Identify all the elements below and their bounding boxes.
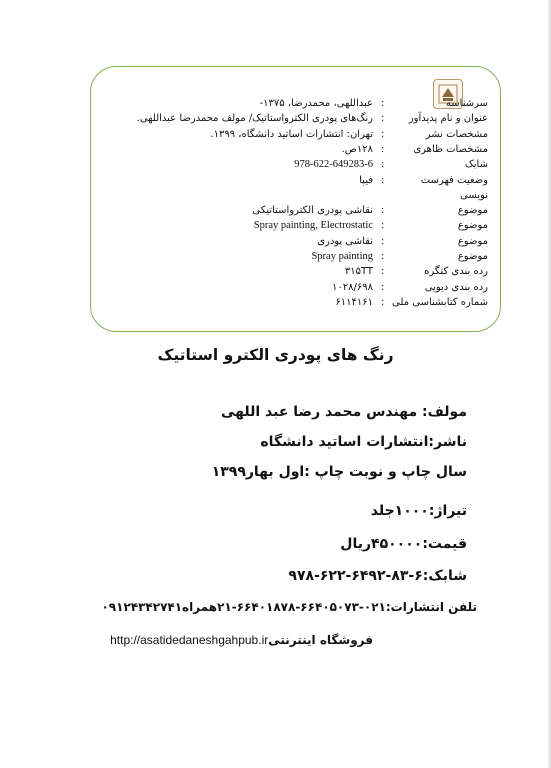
- edition-line: سال چاپ و نوبت چاپ :اول بهار۱۳۹۹: [211, 464, 467, 480]
- website-label: فروشگاه اینترنتی: [268, 633, 373, 647]
- catalog-colon: :: [381, 296, 385, 308]
- catalog-row: [0, 173, 551, 188]
- catalog-colon: :: [381, 143, 385, 155]
- catalog-colon: :: [381, 220, 385, 232]
- catalog-row: [0, 188, 551, 203]
- catalog-row: [0, 96, 551, 111]
- catalog-row: [0, 111, 551, 126]
- catalog-colon: :: [381, 174, 385, 186]
- catalog-label: وضعیت فهرست: [420, 174, 488, 186]
- catalog-colon: :: [381, 128, 385, 140]
- catalog-row: [0, 295, 551, 310]
- catalog-label: مشخصات ظاهری: [413, 143, 488, 155]
- catalog-colon: :: [381, 159, 385, 171]
- catalog-colon: :: [381, 113, 385, 125]
- catalog-value: Spray painting: [311, 251, 373, 262]
- circulation-line: تیراژ:۱۰۰۰جلد: [370, 503, 467, 519]
- catalog-colon: :: [381, 281, 385, 293]
- catalog-label: رده بندی دیویی: [424, 281, 488, 293]
- catalog-label: نویسی: [460, 189, 488, 201]
- catalog-label: رده بندی کنگره: [424, 266, 488, 278]
- catalog-label: شابک: [464, 159, 488, 171]
- catalog-colon: :: [381, 205, 385, 217]
- catalog-value: Spray painting, Electrostatic: [253, 220, 373, 232]
- catalog-label: موضوع: [457, 205, 488, 217]
- catalog-label: شماره کتابشناسی ملی: [392, 296, 488, 308]
- catalog-label: موضوع: [457, 220, 488, 232]
- catalog-row: [0, 234, 551, 249]
- publisher-line: ناشر:انتشارات اساتید دانشگاه: [260, 434, 467, 450]
- catalog-value: رنگ‌های پودری الکترواستاتیک/ مولف محمدرضا عبداللهی.: [136, 113, 373, 125]
- catalog-value: فیپا: [359, 174, 373, 186]
- catalog-value: ۳۱۵TT: [344, 266, 373, 278]
- author-line: مولف: مهندس محمد رضا عبد اللهی: [221, 404, 467, 420]
- catalog-value: 978-622-649283-6: [294, 159, 373, 171]
- catalog-value: ۱۰۲۸/۶۹۸: [332, 281, 373, 293]
- catalog-row: [0, 218, 551, 233]
- catalog-label: عنوان و نام پدیدآور: [408, 113, 488, 125]
- catalog-label: سرشناسه: [445, 98, 488, 109]
- catalog-colon: :: [381, 251, 385, 262]
- catalog-value: تهران: انتشارات اساتید دانشگاه، ۱۳۹۹.: [210, 128, 373, 140]
- catalog-colon: :: [381, 266, 385, 278]
- catalog-colon: :: [381, 98, 385, 109]
- catalog-row: [0, 203, 551, 218]
- isbn-line: شابک:۶-۸۳-۶۴۹۲-۶۲۲-۹۷۸: [288, 568, 467, 584]
- website-line: [110, 633, 373, 647]
- catalog-row: [0, 157, 551, 172]
- catalog-colon: :: [381, 235, 385, 247]
- catalog-label: موضوع: [457, 251, 488, 262]
- catalog-row: [0, 142, 551, 157]
- catalog-row: [0, 280, 551, 295]
- phone-line: تلفن انتشارات:۰۲۱-۶۶۴۰۵۰۷۳-۶۶۴۰۱۸۷۸-۲۱همراه۰۹۱۲۴۳۴۲۷۴۱: [101, 600, 477, 614]
- website-link[interactable]: http://asatidedaneshgahpub.ir: [110, 633, 269, 647]
- catalog-value: نقاشی پودری: [317, 235, 373, 247]
- catalog-row: [0, 249, 551, 264]
- catalog-value: نقاشی پودری الکترواستاتیکی: [252, 205, 373, 217]
- catalog-row: [0, 264, 551, 279]
- catalog-label: مشخصات نشر: [425, 128, 488, 140]
- catalog-label: موضوع: [457, 235, 488, 247]
- catalog-value: عبداللهی، محمدرضا، ۱۳۷۵-: [259, 98, 373, 109]
- book-title: رنگ های پودری الکترو استاتیک: [157, 346, 394, 364]
- catalog-row: [0, 127, 551, 142]
- price-line: قیمت:۴۵۰۰۰۰ریال: [340, 536, 467, 552]
- catalog-value: ۶۱۱۴۱۶۱: [335, 296, 373, 308]
- catalog-value: ۱۲۸ص.: [341, 143, 373, 155]
